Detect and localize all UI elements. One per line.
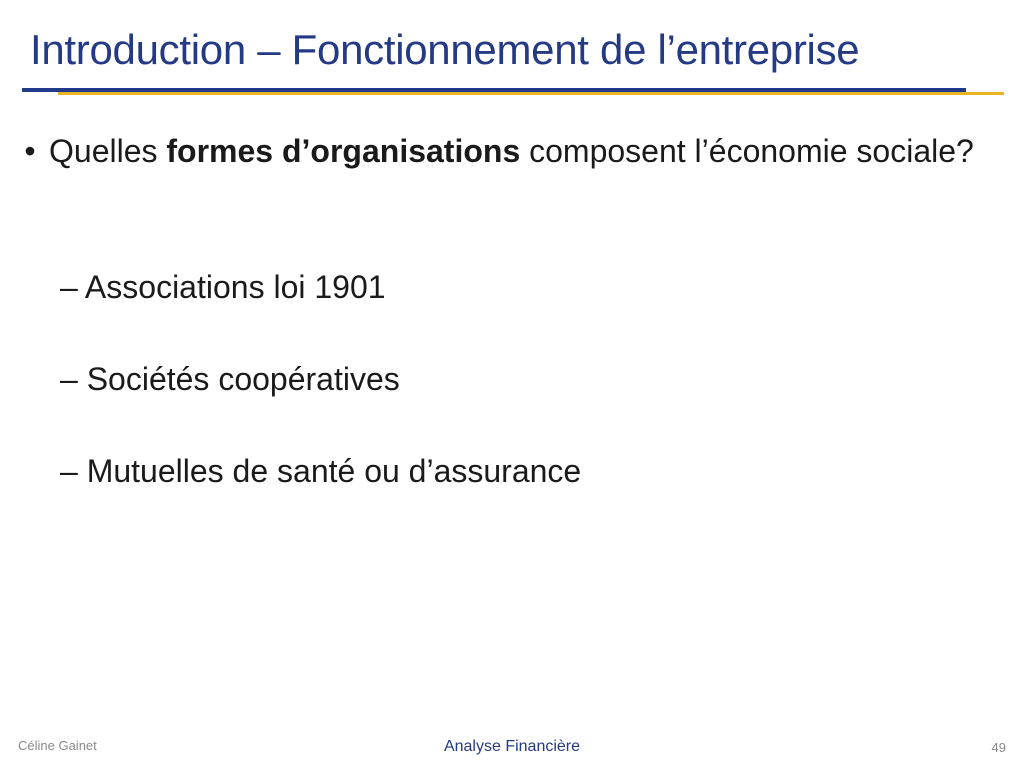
question-emphasis-text: formes d’organisations <box>166 133 521 169</box>
question-lead-text: Quelles <box>49 133 167 169</box>
main-bullet-text <box>49 124 980 178</box>
slide-title: Introduction – Fonctionnement de l’entreprise <box>30 26 860 73</box>
bullet-marker: • <box>24 133 36 169</box>
title-underline-gold <box>58 92 1004 95</box>
sub-bullet-item: – Mutuelles de santé ou d’assurance <box>60 453 582 489</box>
question-tail-text: composent l’économie sociale? <box>520 133 974 169</box>
sub-bullet-item: – Associations loi 1901 <box>60 269 386 305</box>
footer-course-title: Analyse Financière <box>443 738 581 755</box>
sub-bullet-list <box>60 262 960 538</box>
main-bullet <box>20 124 980 178</box>
sub-bullet-item: – Sociétés coopératives <box>60 361 400 397</box>
footer-author: Céline Gainet <box>18 738 97 753</box>
footer-page-number: 49 <box>991 740 1006 755</box>
